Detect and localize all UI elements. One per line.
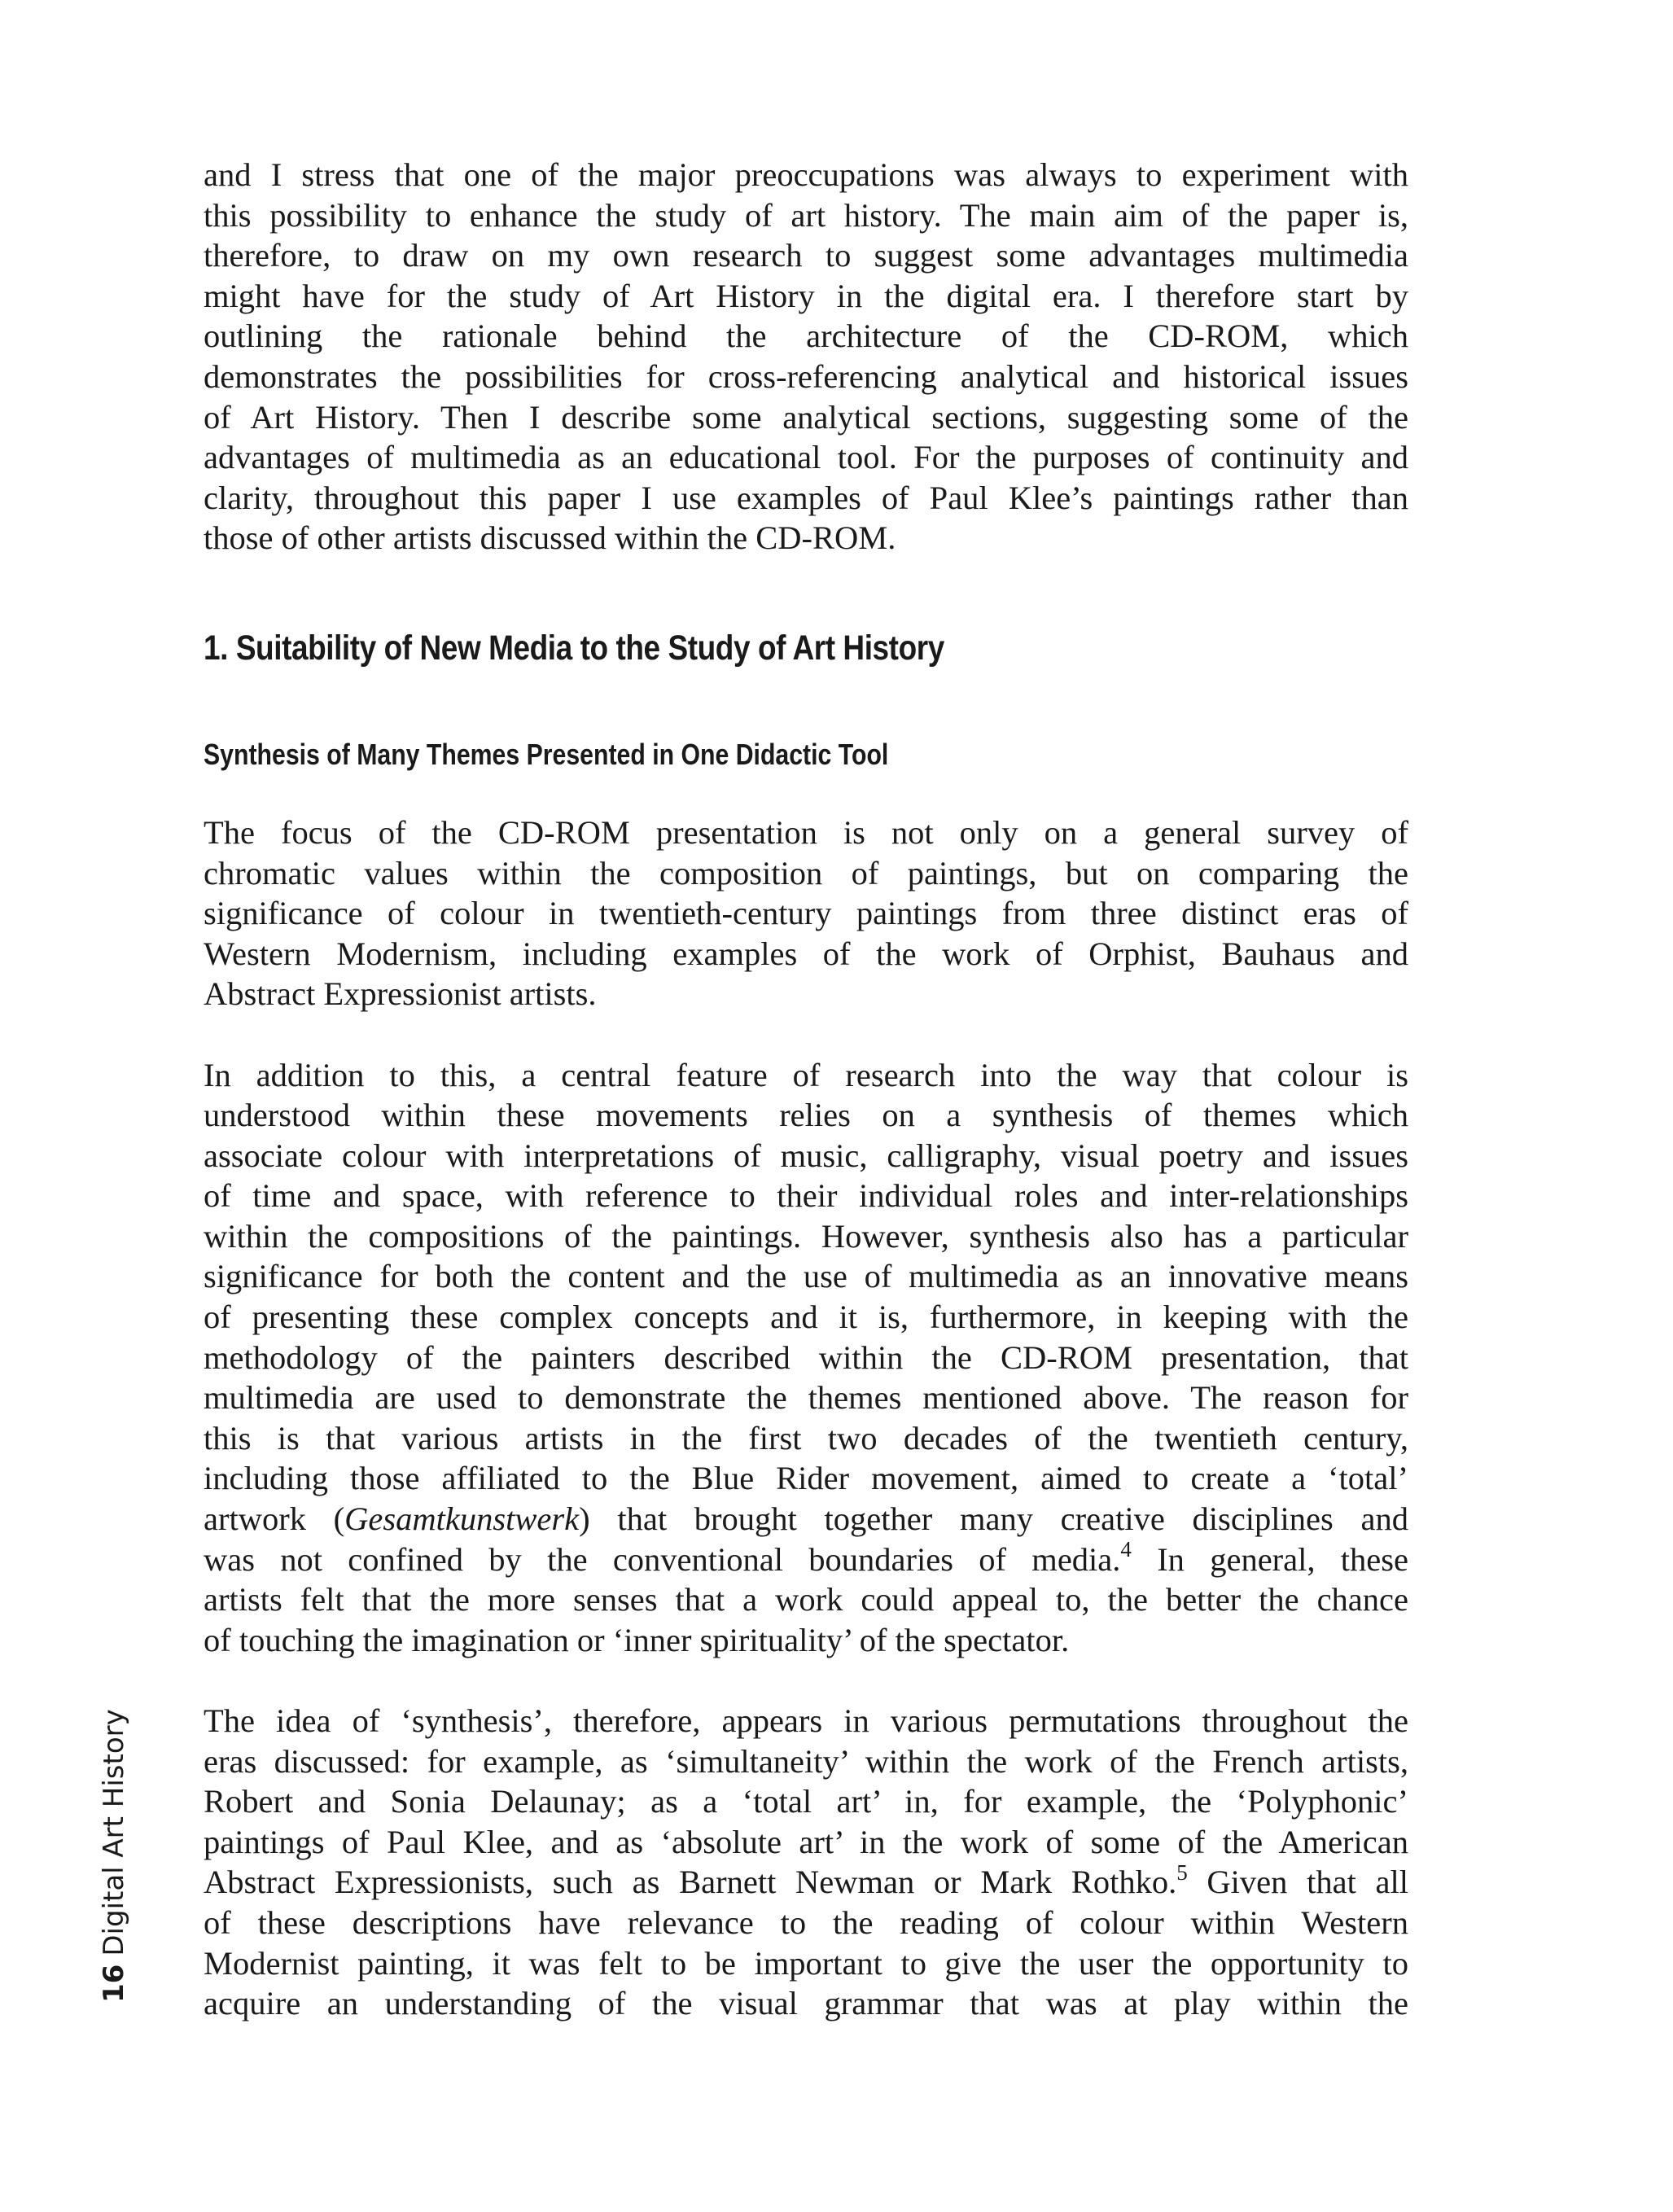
text-line: paintings of Paul Klee, and as ‘absolute art’ in the work of some of the American bbox=[204, 1823, 1408, 1860]
text-line: The focus of the CD-ROM presentation is not only on a general survey of bbox=[204, 813, 1408, 851]
text-line: advantages of multimedia as an educational tool. For the purposes of continuity and bbox=[204, 439, 1408, 476]
text-line: this is that various artists in the first two decades of the twentieth century, bbox=[204, 1419, 1408, 1456]
text-line: demonstrates the possibilities for cross-referencing analytical and historical issues bbox=[204, 357, 1408, 395]
text-line: associate colour with interpretations of music, calligraphy, visual poetry and issues bbox=[204, 1137, 1408, 1174]
text-line: outlining the rationale behind the architecture of the CD-ROM, which bbox=[204, 318, 1408, 355]
text-line: eras discussed: for example, as ‘simultaneity’ within the work of the French artists, bbox=[204, 1742, 1408, 1780]
intro-paragraph bbox=[204, 155, 1408, 558]
text-line: was not confined by the conventional boundaries of media.$^4$ In general, these bbox=[204, 1537, 1409, 1578]
running-title: Digital Art History bbox=[98, 1709, 130, 1956]
text-line: of these descriptions have relevance to the reading of colour within Western bbox=[204, 1903, 1408, 1941]
text-line: significance for both the content and the use of multimedia as an innovative means bbox=[204, 1258, 1408, 1295]
text-line: therefore, to draw on my own research to suggest some advantages multimedia bbox=[204, 237, 1408, 274]
running-footer bbox=[98, 1709, 130, 2003]
text-line: Modernist painting, it was felt to be important to give the user the opportunity to bbox=[204, 1944, 1408, 1982]
paragraph-idea-of-synthesis bbox=[204, 1701, 1408, 2024]
text-line: acquire an understanding of the visual grammar that was at play within the bbox=[204, 1985, 1408, 2022]
page-number: 16 bbox=[98, 1964, 130, 2003]
text-line: understood within these movements relies on a synthesis of themes which bbox=[204, 1097, 1408, 1134]
text-line: chromatic values within the composition of paintings, but on comparing the bbox=[204, 854, 1408, 891]
text-line: of touching the imagination or ‘inner spirituality’ of the spectator. bbox=[204, 1621, 1070, 1658]
text-line: significance of colour in twentieth-century paintings from three distinct eras of bbox=[204, 895, 1408, 932]
footnote-marker[interactable]: 5 bbox=[1176, 1859, 1188, 1885]
text-line: might have for the study of Art History in the digital era. I therefore start by bbox=[204, 277, 1408, 314]
text-line: those of other artists discussed within the CD-ROM. bbox=[204, 519, 896, 557]
paragraph-focus bbox=[204, 813, 1408, 1014]
footnote-marker[interactable]: 4 bbox=[1120, 1537, 1132, 1562]
text-line: including those affiliated to the Blue Rider movement, aimed to create a ‘total’ bbox=[204, 1460, 1408, 1497]
text-line: this possibility to enhance the study of art history. The main aim of the paper is, bbox=[204, 196, 1408, 234]
section-heading: 1. Suitability of New Media to the Study of Art History bbox=[204, 628, 944, 668]
paragraph-synthesis bbox=[204, 1055, 1408, 1661]
page-body bbox=[204, 155, 1408, 2024]
text-line: clarity, throughout this paper I use examples of Paul Klee’s paintings rather than bbox=[204, 479, 1408, 516]
text-line: methodology of the painters described within the CD-ROM presentation, that bbox=[204, 1338, 1408, 1376]
text-line: The idea of ‘synthesis’, therefore, appears in various permutations throughout the bbox=[204, 1702, 1408, 1739]
text-line: Robert and Sonia Delaunay; as a ‘total art’ in, for example, the ‘Polyphonic’ bbox=[204, 1783, 1408, 1820]
text-line: In addition to this, a central feature of research into the way that colour is bbox=[204, 1056, 1408, 1093]
italic-term: Gesamtkunstwerk bbox=[344, 1500, 580, 1538]
text-line: artwork (Gesamtkunstwerk) that brought together many creative disciplines and bbox=[204, 1500, 1408, 1538]
subsection-heading: Synthesis of Many Themes Presented in One Didactic Tool bbox=[204, 737, 889, 771]
text-line: of Art History. Then I describe some analytical sections, suggesting some of the bbox=[204, 398, 1408, 436]
text-line: Abstract Expressionist artists. bbox=[204, 975, 597, 1013]
text-line: Abstract Expressionists, such as Barnett Newman or Mark Rothko.$^5$ Given that all bbox=[204, 1859, 1409, 1901]
text-line: within the compositions of the paintings. However, synthesis also has a particular bbox=[204, 1217, 1408, 1255]
text-line: of time and space, with reference to their individual roles and inter-relationships bbox=[204, 1177, 1408, 1215]
text-line: artists felt that the more senses that a work could appeal to, the better the chance bbox=[204, 1581, 1408, 1618]
text-line: of presenting these complex concepts and it is, furthermore, in keeping with the bbox=[204, 1299, 1408, 1336]
text-line: Western Modernism, including examples of the work of Orphist, Bauhaus and bbox=[204, 935, 1408, 972]
text-line: and I stress that one of the major preoccupations was always to experiment with bbox=[204, 156, 1408, 193]
text-line: multimedia are used to demonstrate the themes mentioned above. The reason for bbox=[204, 1379, 1408, 1417]
